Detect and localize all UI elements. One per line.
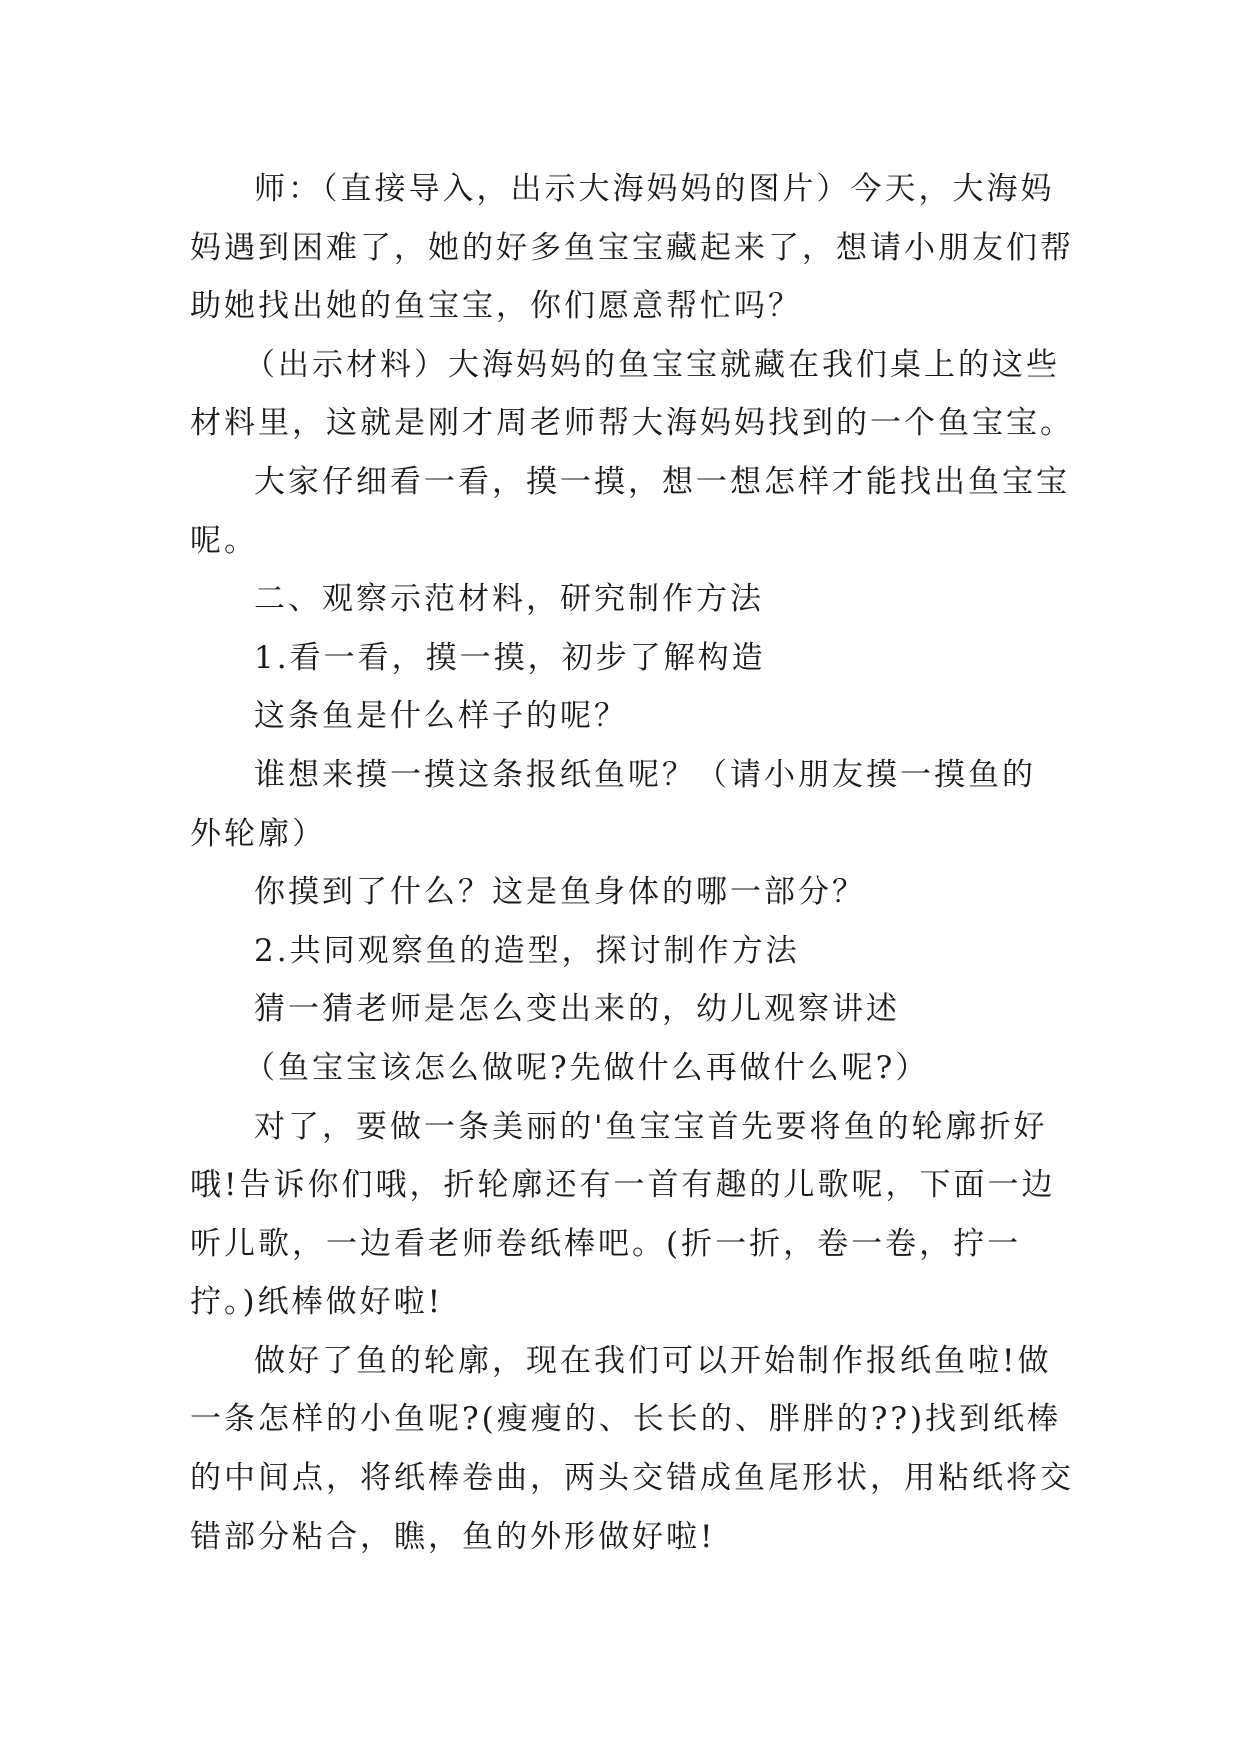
text-line: 大家仔细看一看，摸一摸，想一想怎样才能找出鱼宝宝 (254, 463, 1070, 500)
text-line: 妈遇到困难了，她的好多鱼宝宝藏起来了，想请小朋友们帮 (190, 229, 1074, 266)
subsection-heading: 1.看一看，摸一摸，初步了解构造 (254, 639, 766, 676)
text-line: 呢。 (190, 522, 258, 559)
text-line: 材料里，这就是刚才周老师帮大海妈妈找到的一个鱼宝宝。 (190, 405, 1074, 442)
text-line: 听儿歌，一边看老师卷纸棒吧。(折一折，卷一卷，拧一 (190, 1225, 1022, 1262)
text-line: 做好了鱼的轮廓，现在我们可以开始制作报纸鱼啦!做 (254, 1342, 1052, 1379)
text-line: 外轮廓） (190, 815, 326, 852)
text-line: 你摸到了什么？这是鱼身体的哪一部分？ (254, 874, 866, 911)
text-line: 对了，要做一条美丽的'鱼宝宝首先要将鱼的轮廓折好 (254, 1108, 1048, 1145)
subsection-heading: 2.共同观察鱼的造型，探讨制作方法 (254, 932, 800, 969)
text-line: 错部分粘合，瞧，鱼的外形做好啦! (190, 1518, 716, 1555)
text-line: 一条怎样的小鱼呢?(瘦瘦的、长长的、胖胖的??)找到纸棒 (190, 1401, 1062, 1438)
text-line: 这条鱼是什么样子的呢？ (254, 698, 628, 735)
text-line: 助她找出她的鱼宝宝，你们愿意帮忙吗？ (190, 288, 802, 325)
section-heading: 二、观察示范材料，研究制作方法 (254, 581, 764, 618)
document-body (190, 160, 1074, 1566)
text-line: 的中间点，将纸棒卷曲，两头交错成鱼尾形状，用粘纸将交 (190, 1460, 1074, 1497)
text-line: 谁想来摸一摸这条报纸鱼呢？（请小朋友摸一摸鱼的 (254, 756, 1036, 793)
text-line: 师：（直接导入，出示大海妈妈的图片）今天，大海妈 (254, 171, 1055, 207)
text-line: 拧。)纸棒做好啦! (190, 1284, 444, 1321)
text-line: 猜一猜老师是怎么变出来的，幼儿观察讲述 (254, 991, 900, 1028)
text-line: 哦!告诉你们哦，折轮廓还有一首有趣的儿歌呢，下面一边 (190, 1167, 1056, 1204)
text-line: （出示材料）大海妈妈的鱼宝宝就藏在我们桌上的这些 (244, 346, 1060, 383)
text-line: （鱼宝宝该怎么做呢?先做什么再做什么呢?） (244, 1049, 930, 1086)
